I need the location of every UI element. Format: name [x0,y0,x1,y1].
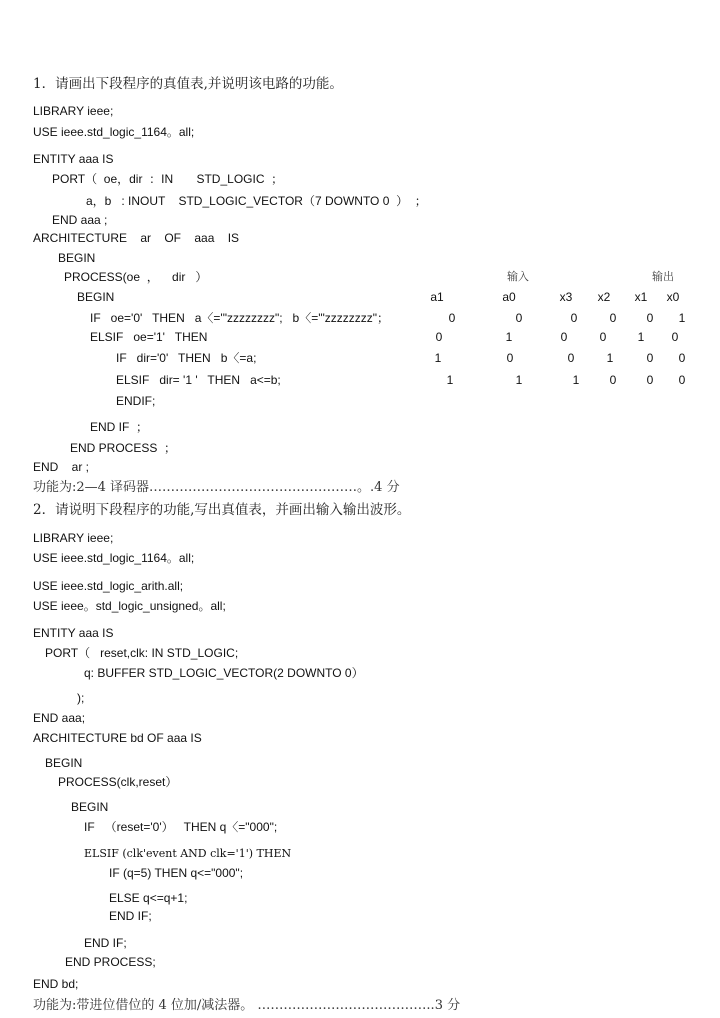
table-cell: 0 [609,373,617,387]
table-cell: 1 [515,373,523,387]
table-cell: 1 [606,351,614,365]
code-line: USE ieee.std_logic_1164。all; [33,551,195,565]
code-line: USE ieee.std_logic_1164。all; [33,125,195,139]
table-header-cell: x0 [666,290,680,304]
table-cell: 0 [599,330,607,344]
code-line: END PROCESS ； [70,441,177,455]
code-line: USE ieee.std_logic_arith.all; [33,579,184,593]
table-header-cell: x2 [597,290,611,304]
table-cell: 0 [560,330,568,344]
table-header-cell: a0 [502,290,516,304]
question-2-answer: 功能为:带进位借位的 4 位加/减法器。 …………………………………..3 分 [33,998,461,1013]
table-cell: 0 [678,373,686,387]
code-line: IF (q=5) THEN q<="000"; [109,866,244,880]
table-cell: 0 [646,351,654,365]
code-line: ELSIF dir= '1 ' THEN a<=b; [116,373,281,387]
table-cell: 0 [609,311,617,325]
table-cell: 1 [446,373,454,387]
code-line: END ar ; [33,460,90,474]
code-line: IF oe='0' THEN a〈='"zzzzzzzz"; b〈='"zzzzzzzz"； [90,311,390,325]
code-line: ELSIF (clk'event AND clk='1') THEN [84,847,292,860]
table-cell: 1 [678,311,686,325]
table-header-cell: x1 [634,290,648,304]
table-cell: 0 [570,311,578,325]
code-line: LIBRARY ieee; [33,104,114,118]
question-1-title: 1．请画出下段程序的真值表,并说明该电路的功能。 [33,76,343,92]
code-line: END IF; [109,909,152,923]
table-cell: 0 [435,330,443,344]
code-line: ENTITY aaa IS [33,152,114,166]
table-cell: 1 [572,373,580,387]
code-line: ARCHITECTURE ar OF aaa IS [33,231,240,245]
code-line: END PROCESS; [65,955,156,969]
code-line: PORT（ oe，dir ：IN STD_LOGIC ； [52,172,284,186]
code-line: BEGIN [58,251,96,265]
table-cell: 0 [515,311,523,325]
code-line: END IF; [84,936,127,950]
question-2-title: 2．请说明下段程序的功能,写出真值表，并画出输入输出波形。 [33,502,411,518]
code-line: IF （reset='0'） THEN q〈="000"; [84,820,278,834]
code-line: ENDIF; [116,394,156,408]
code-line: q: BUFFER STD_LOGIC_VECTOR(2 DOWNTO 0） [84,666,364,680]
table-cell: 0 [646,373,654,387]
table-header-cell: a1 [430,290,444,304]
code-line: PROCESS(oe ， dir ） [64,270,208,284]
table-cell: 0 [671,330,679,344]
table-cell: 1 [505,330,513,344]
code-line: END bd; [33,977,79,991]
code-line: BEGIN [77,290,115,304]
code-line: BEGIN [45,756,83,770]
code-line: BEGIN [71,800,109,814]
code-line: ARCHITECTURE bd OF aaa IS [33,731,202,745]
table-cell: 1 [434,351,442,365]
code-line: END IF ； [90,420,149,434]
input-group-label: 输入 [507,270,529,283]
table-cell: 0 [646,311,654,325]
code-line: LIBRARY ieee; [33,531,114,545]
code-line: ENTITY aaa IS [33,626,114,640]
code-line: ELSIF oe='1' THEN [90,330,208,344]
question-1-answer: 功能为:2—4 译码器…………………………………………。.4 分 [33,480,400,495]
table-cell: 1 [637,330,645,344]
code-line: ); [77,691,85,705]
code-line: ELSE q<=q+1; [109,891,188,905]
table-cell: 0 [567,351,575,365]
code-line: USE ieee。std_logic_unsigned。all; [33,599,226,613]
table-cell: 0 [448,311,456,325]
output-group-label: 输出 [652,270,674,283]
code-line: END aaa; [33,711,86,725]
code-line: IF dir='0' THEN b〈=a; [116,351,257,365]
code-line: END aaa ; [52,213,108,227]
code-line: PORT（ reset,clk: IN STD_LOGIC; [45,646,239,660]
code-line: a，b : INOUT STD_LOGIC_VECTOR（7 DOWNTO 0 ） ； [86,194,427,208]
table-header-cell: x3 [559,290,573,304]
code-line: PROCESS(clk,reset） [58,775,178,789]
table-cell: 0 [506,351,514,365]
table-cell: 0 [678,351,686,365]
